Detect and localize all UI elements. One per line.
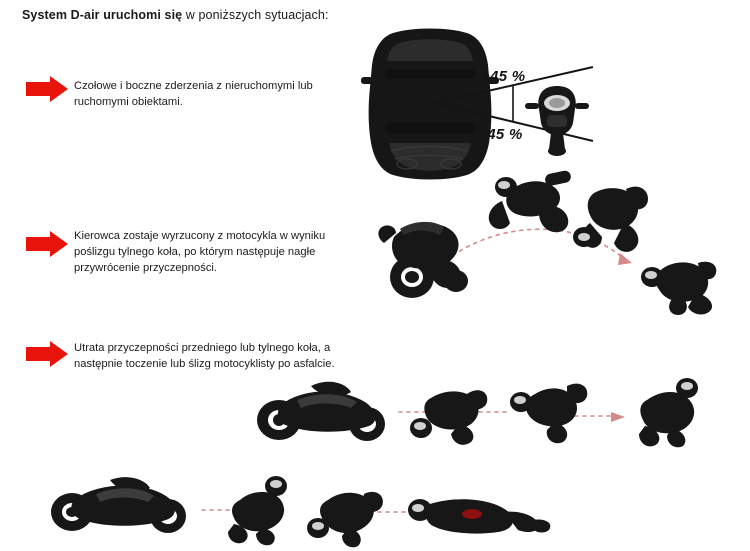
scene-highside — [370, 165, 750, 310]
motorcycle-rider-highside — [378, 223, 468, 298]
red-arrow-icon-3 — [26, 341, 68, 367]
motorcycle-on-side — [51, 477, 186, 533]
scene-slide — [40, 470, 560, 542]
rider-figure-1 — [489, 170, 572, 233]
item-text-3: Utrata przyczepności przedniego lub tylnego koła, a następnie toczenie lub ślizg motocyklisty po asfalcie. — [74, 342, 335, 371]
rider-figure-5 — [510, 384, 587, 444]
motorcycle-sliding — [257, 382, 385, 441]
page-title-rest: w poniższych sytuacjach: — [182, 8, 329, 22]
page-title — [22, 8, 329, 22]
scene-lowside — [245, 368, 705, 448]
angle-label-lower: -45 % — [482, 126, 523, 143]
item-text-2: Kierowca zostaje wyrzucony z motocykla w wyniku poślizgu tylnego koła, po którym następuje nagłe przywrócenie przyczepności. — [74, 230, 326, 275]
red-arrow-icon-1 — [26, 76, 68, 102]
scene-impact — [355, 25, 605, 180]
item-text-1: Czołowe i boczne zderzenia z nieruchomymi lub ruchomymi obiektami. — [74, 80, 313, 109]
page-title-strong: System D-air uruchomi się — [22, 8, 183, 22]
trajectory-arrow-head-2 — [611, 412, 625, 422]
trajectory-arrow-head — [618, 253, 632, 265]
angle-label-upper: +45 % — [481, 68, 526, 85]
rider-figure-4 — [410, 390, 487, 445]
red-arrow-icon-2 — [26, 231, 68, 257]
rider-figure-3 — [641, 262, 716, 315]
rider-figure-8 — [307, 492, 383, 547]
motorcycle-front-silhouette — [525, 86, 589, 156]
rider-figure-2 — [573, 187, 648, 252]
